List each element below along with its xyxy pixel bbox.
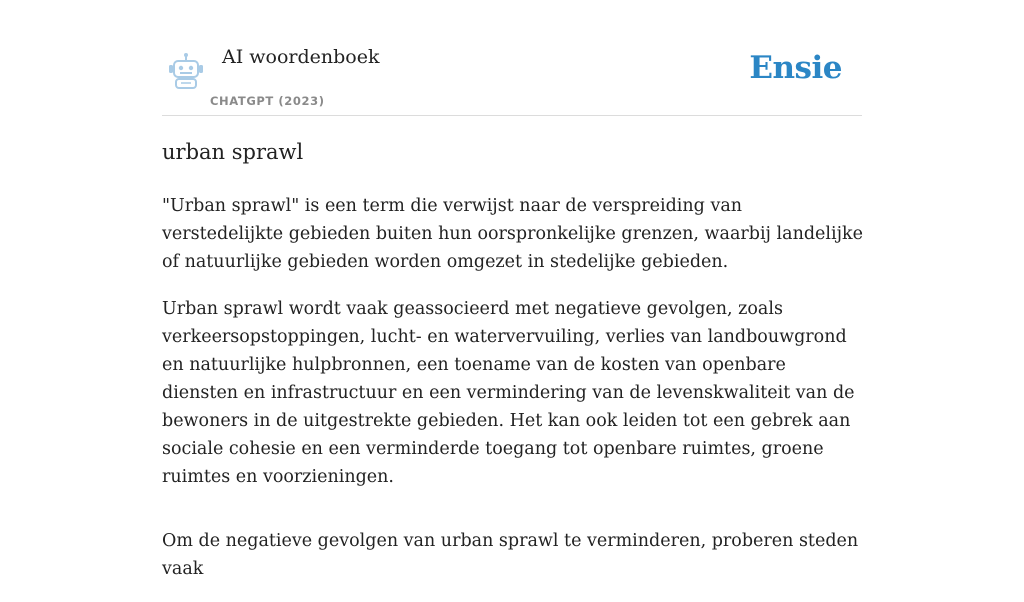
dictionary-name[interactable]: AI woordenboek: [222, 46, 380, 68]
robot-icon: [166, 52, 206, 92]
definition-paragraph-2: Urban sprawl wordt vaak geassocieerd met negatieve gevolgen, zoals verkeersopstoppingen, lucht- en watervervuiling, verlies van landbouwgrond en natuurlijke hulpbronnen, een toename van de kosten van openbare diensten en infrastructuur en een vermindering van de levenskwaliteit van de bewoners in de uitgestrekte gebieden. Het kan ook leiden tot een gebrek aan sociale cohesie en een verminderde toegang tot openbare ruimtes, groene ruimtes en voorzieningen.: [162, 299, 855, 487]
definition-body: [162, 192, 866, 602]
source-label: CHATGPT (2023): [210, 94, 325, 108]
brand-logo-link[interactable]: Ensie: [749, 50, 842, 86]
header: [162, 40, 862, 116]
definition-paragraph-3: Om de negatieve gevolgen van urban sprawl te verminderen, proberen steden vaak: [162, 531, 859, 579]
page-title: urban sprawl: [162, 140, 304, 164]
definition-paragraph-1: "Urban sprawl" is een term die verwijst naar de verspreiding van verstedelijkte gebieden buiten hun oorspronkelijke grenzen, waarbij landelijke of natuurlijke gebieden worden omgezet in stedelijke gebieden.: [162, 196, 863, 272]
